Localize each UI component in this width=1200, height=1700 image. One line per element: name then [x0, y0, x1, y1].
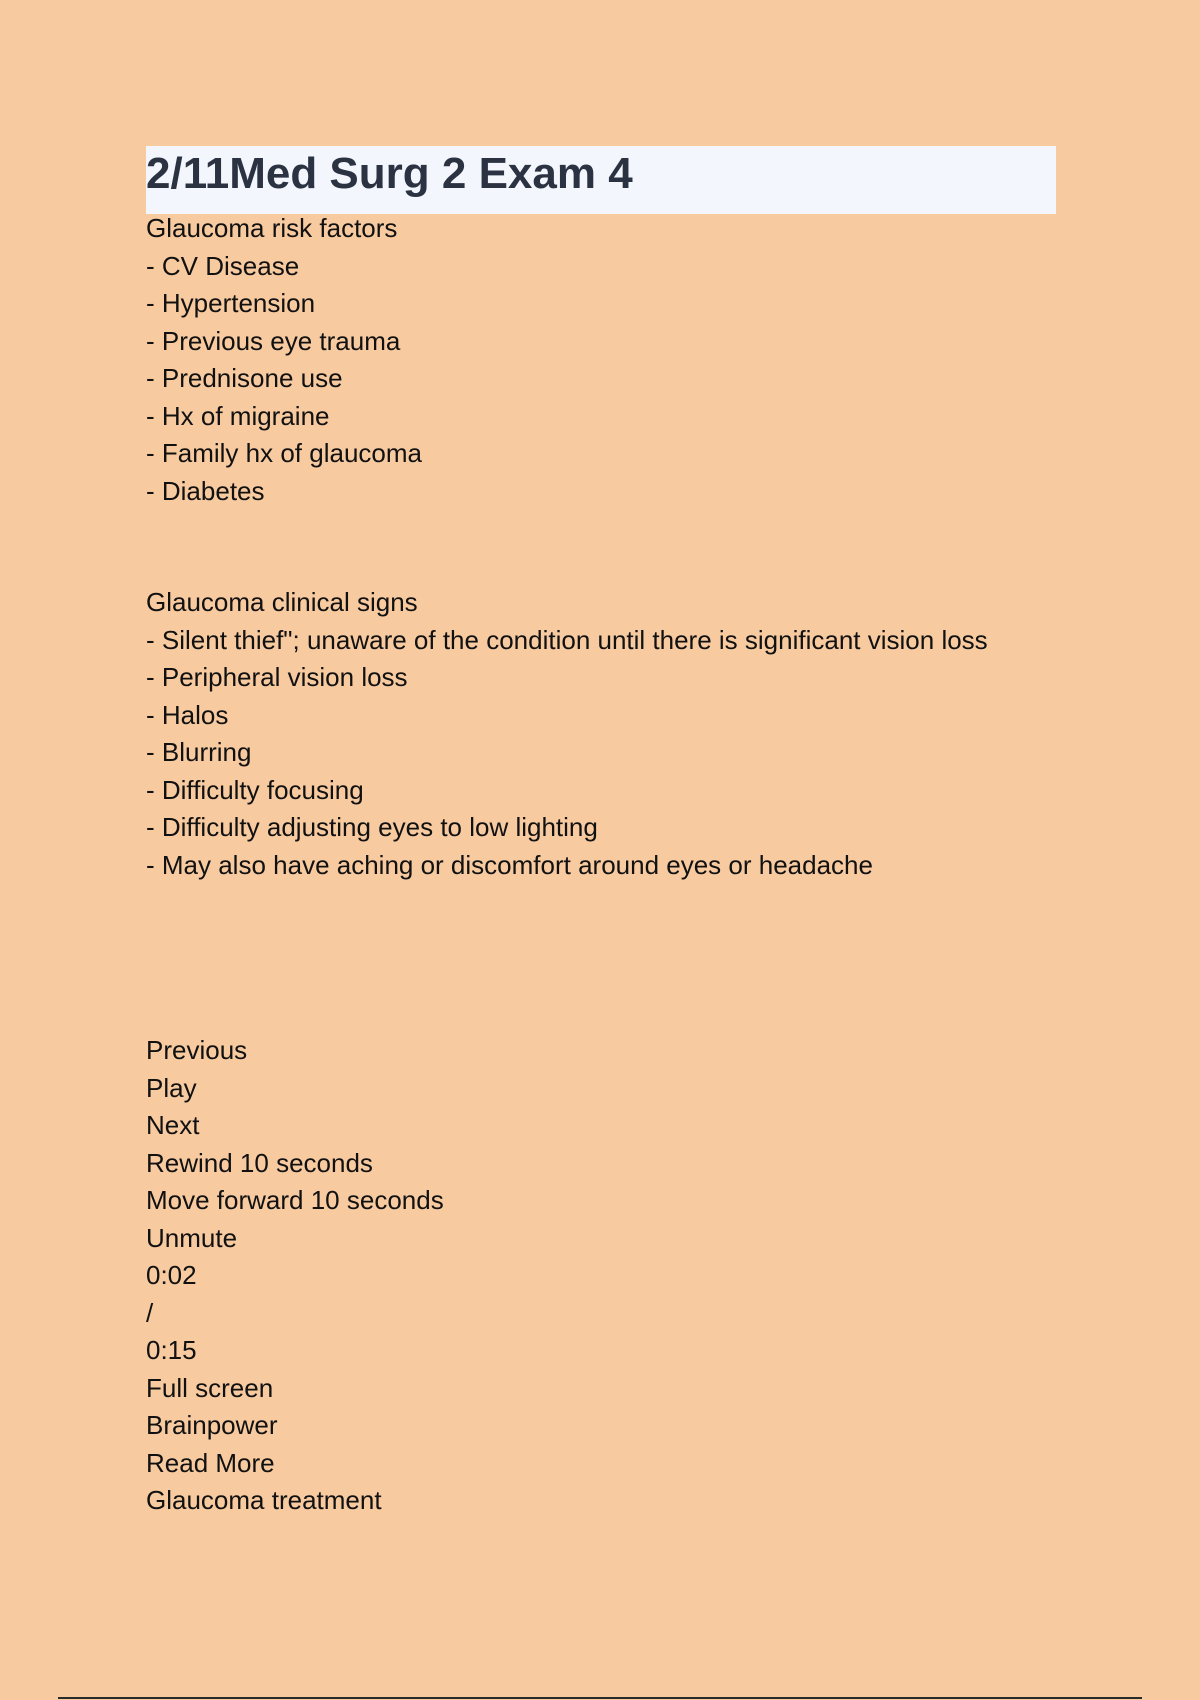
media-player-text	[146, 1032, 1046, 1520]
footer-divider	[58, 1697, 1142, 1699]
unmute-button[interactable]: Unmute	[146, 1222, 238, 1253]
play-button[interactable]: Play	[146, 1072, 197, 1103]
next-button[interactable]: Next	[146, 1110, 200, 1140]
clinical-signs-section	[146, 584, 1046, 884]
glaucoma-treatment-link[interactable]: Glaucoma treatment	[146, 1485, 382, 1515]
risk-factor-item: - Previous eye trauma	[146, 325, 401, 356]
brand-link[interactable]: Brainpower	[146, 1410, 278, 1440]
risk-factor-item: - Prednisone use	[146, 363, 343, 393]
clinical-signs-heading: Glaucoma clinical signs	[146, 587, 418, 617]
duration: 0:15	[146, 1335, 197, 1365]
previous-button[interactable]: Previous	[146, 1035, 248, 1065]
time-separator: /	[146, 1297, 154, 1328]
clinical-sign-item: - Silent thief"; unaware of the condition until there is significant vision loss	[146, 624, 988, 655]
clinical-sign-item: - Peripheral vision loss	[146, 662, 408, 692]
risk-factor-item: - Hypertension	[146, 288, 316, 318]
forward-button[interactable]: Move forward 10 seconds	[146, 1185, 444, 1215]
rewind-button[interactable]: Rewind 10 seconds	[146, 1147, 373, 1178]
current-time: 0:02	[146, 1260, 197, 1290]
clinical-sign-item: - Difficulty adjusting eyes to low lighting	[146, 812, 598, 842]
read-more-link[interactable]: Read More	[146, 1447, 275, 1478]
clinical-sign-item: - Difficulty focusing	[146, 774, 364, 805]
risk-factor-item: - Diabetes	[146, 475, 265, 506]
clinical-sign-item: - May also have aching or discomfort around eyes or headache	[146, 849, 873, 880]
risk-factor-item: - Family hx of glaucoma	[146, 438, 422, 468]
fullscreen-button[interactable]: Full screen	[146, 1372, 274, 1403]
risk-factors-heading: Glaucoma risk factors	[146, 213, 398, 243]
page-title: 2/11Med Surg 2 Exam 4	[146, 149, 633, 198]
risk-factor-item: - CV Disease	[146, 250, 300, 281]
risk-factor-item: - Hx of migraine	[146, 400, 330, 431]
clinical-sign-item: - Blurring	[146, 737, 252, 767]
clinical-sign-item: - Halos	[146, 699, 229, 730]
risk-factors-section	[146, 210, 1046, 510]
